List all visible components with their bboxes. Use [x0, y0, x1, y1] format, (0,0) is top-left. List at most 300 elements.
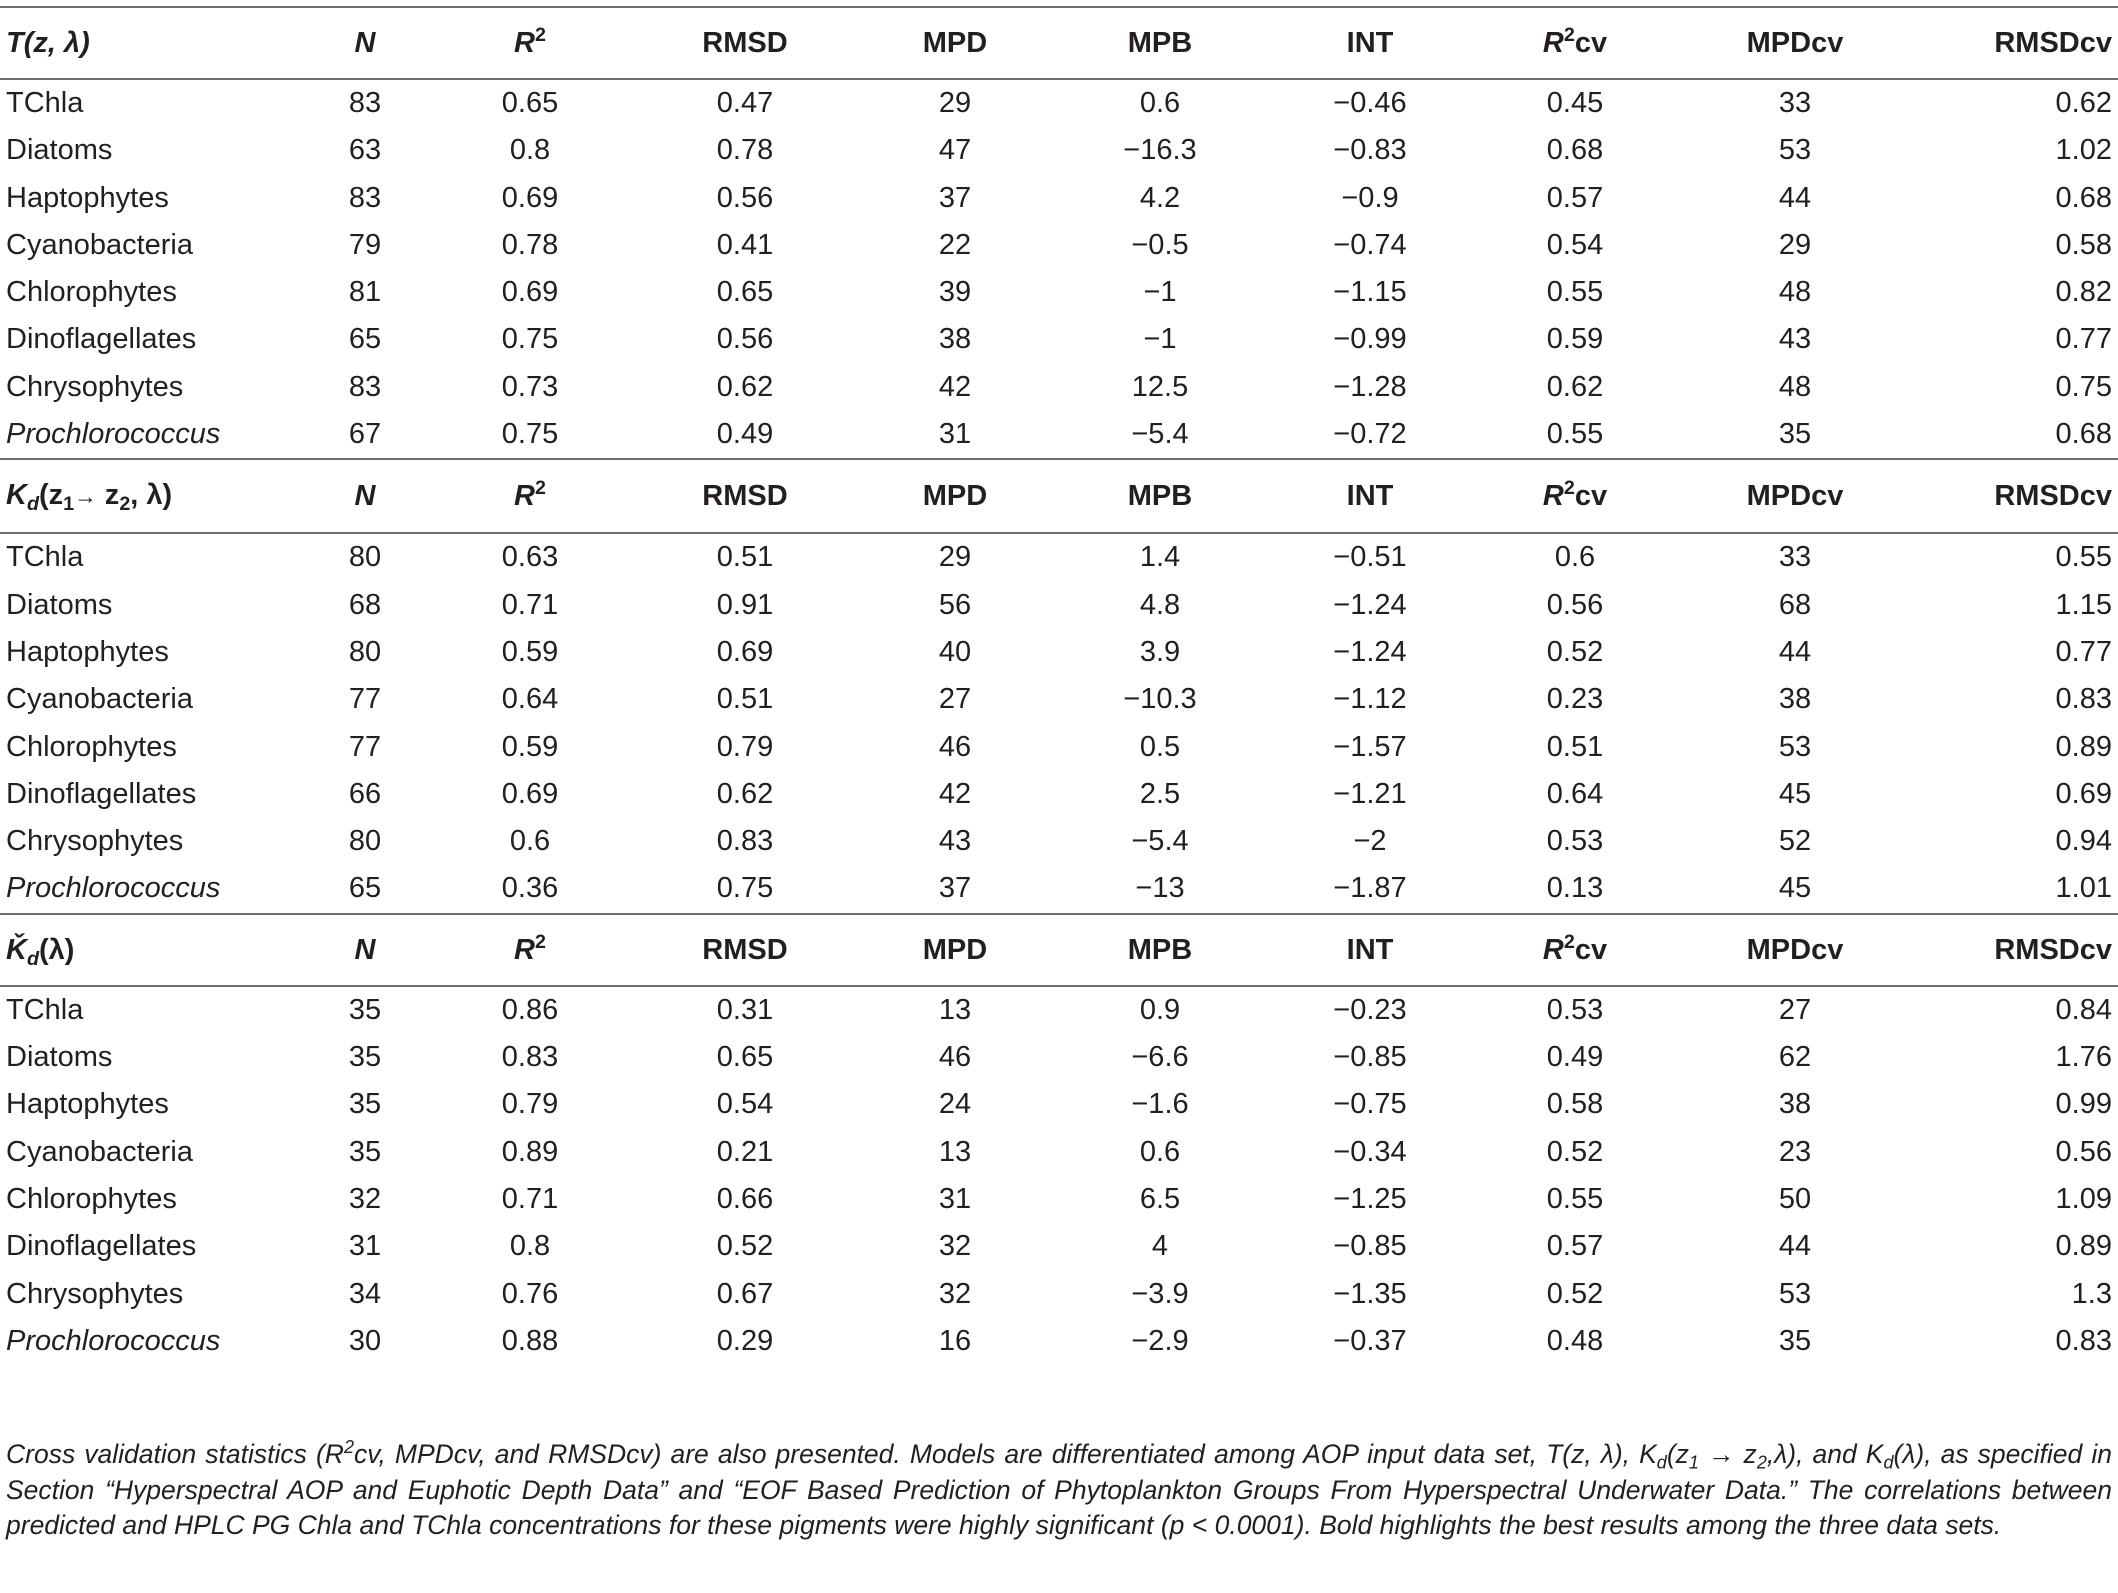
cell-R2cv: 0.55: [1546, 276, 1604, 309]
cell-R2: 0.83: [501, 1041, 559, 1074]
table-body: [0, 7, 2118, 1365]
cell-MPDcv: 62: [1778, 1041, 1812, 1074]
cell-R2cv: 0.52: [1546, 1135, 1604, 1168]
cell-RMSDcv: 0.75: [2055, 370, 2112, 403]
cell-RMSD: 0.29: [716, 1324, 774, 1357]
column-header-MPDcv: MPDcv: [1746, 27, 1844, 59]
row-label: Haptophytes: [6, 1088, 169, 1121]
cell-RMSDcv: 0.77: [2055, 323, 2112, 356]
cell-RMSD: 0.51: [716, 541, 774, 574]
table-row: [0, 533, 2118, 581]
cell-N: 83: [348, 181, 382, 214]
cell-MPB: 3.9: [1139, 635, 1181, 668]
column-header-MPD: MPD: [922, 480, 988, 513]
cell-N: 83: [348, 87, 382, 119]
cell-MPDcv: 44: [1778, 1230, 1812, 1263]
cell-N: 68: [348, 588, 382, 621]
cell-R2cv: 0.48: [1546, 1324, 1604, 1357]
table-row: [0, 1271, 2118, 1318]
row-label: TChla: [6, 993, 84, 1026]
cell-RMSDcv: 0.82: [2055, 276, 2112, 309]
cell-RMSDcv: 0.62: [2055, 87, 2112, 119]
cell-RMSD: 0.83: [716, 825, 774, 858]
cell-N: 77: [348, 730, 382, 763]
column-header-R2: $R^2$: [514, 477, 546, 513]
table-row: [0, 676, 2118, 723]
cell-MPDcv: 29: [1778, 228, 1812, 261]
cell-MPD: 42: [938, 777, 972, 810]
table-footnote: Cross validation statistics ($R^2cv$, MPDcv, and RMSDcv) are also presented. Models are differentiated among AOP input data set, T(z, λ), $K_d(z_1 \to z_2,\lambda)$, and $K_d(\lambda)$, as specified in Section “Hyperspectral AOP and Euphotic Depth Data” and “EOF Based Prediction of Phytoplankton Groups From Hyperspectral Underwater Data.” The correlations between predicted and HPLC PG Chla and TChla concentrations for these pigments were highly significant (p < 0.0001). Bold highlights the best results among the three data sets.: [6, 1437, 2112, 1540]
cell-RMSDcv: 0.83: [2055, 1324, 2112, 1357]
cell-RMSDcv: 0.56: [2055, 1135, 2112, 1168]
row-label: Diatoms: [6, 134, 113, 167]
cell-MPD: 38: [938, 323, 972, 356]
cell-MPD: 31: [938, 418, 972, 451]
cell-INT: −0.83: [1333, 134, 1407, 167]
cell-R2: 0.89: [501, 1135, 559, 1168]
cell-MPD: 24: [938, 1088, 972, 1121]
cell-MPDcv: 43: [1778, 323, 1812, 356]
cell-MPD: 27: [938, 683, 972, 716]
cell-R2: 0.76: [501, 1277, 559, 1310]
section-header-row: [0, 7, 2118, 79]
cell-R2: 0.69: [501, 276, 559, 309]
cell-MPB: −5.4: [1131, 825, 1189, 858]
cell-N: 80: [348, 635, 382, 668]
cell-RMSD: 0.75: [716, 872, 774, 905]
row-label: Prochlorococcus: [6, 418, 221, 451]
cell-MPDcv: 52: [1778, 825, 1812, 858]
cell-R2: 0.86: [501, 993, 559, 1026]
cell-R2: 0.6: [509, 825, 551, 858]
cell-RMSD: 0.62: [716, 777, 774, 810]
section-label: $K_d(z_1\to z_2$, λ): [6, 479, 173, 516]
column-header-INT: INT: [1346, 27, 1394, 59]
cell-MPD: 13: [938, 1135, 972, 1168]
cell-N: 65: [348, 872, 382, 905]
column-header-N: N: [354, 933, 376, 966]
cell-INT: −0.46: [1333, 87, 1407, 119]
cell-MPB: −16.3: [1123, 134, 1197, 167]
cell-MPB: 6.5: [1139, 1182, 1181, 1215]
cell-MPDcv: 53: [1778, 1277, 1812, 1310]
cell-N: 32: [348, 1182, 382, 1215]
cell-R2: 0.36: [501, 872, 559, 905]
column-header-R2: $R^2$: [514, 930, 546, 966]
section-header-row: [0, 459, 2118, 533]
column-header-RMSDcv: RMSDcv: [1994, 480, 2112, 513]
cell-N: 35: [348, 1041, 382, 1074]
cell-R2cv: 0.62: [1546, 370, 1604, 403]
row-label: Diatoms: [6, 588, 113, 621]
cell-MPB: 0.6: [1139, 1135, 1181, 1168]
statistics-table: [0, 6, 2118, 1365]
cell-R2cv: 0.53: [1546, 825, 1604, 858]
cell-MPD: 46: [938, 1041, 972, 1074]
cell-R2cv: 0.68: [1546, 134, 1604, 167]
column-header-MPDcv: MPDcv: [1746, 480, 1844, 513]
cell-MPB: 4.2: [1139, 181, 1181, 214]
cell-INT: −0.34: [1333, 1135, 1407, 1168]
row-label: Chrysophytes: [6, 825, 184, 858]
cell-MPD: 39: [938, 276, 972, 309]
cell-R2cv: 0.45: [1546, 87, 1604, 119]
cell-MPDcv: 53: [1778, 730, 1812, 763]
cell-RMSD: 0.65: [716, 276, 774, 309]
cell-RMSDcv: 0.68: [2055, 418, 2112, 451]
row-label: Chrysophytes: [6, 1277, 184, 1310]
cell-MPDcv: 45: [1778, 872, 1812, 905]
cell-MPDcv: 35: [1778, 1324, 1812, 1357]
cell-RMSD: 0.65: [716, 1041, 774, 1074]
cell-MPDcv: 35: [1778, 418, 1812, 451]
table-row: [0, 364, 2118, 411]
cell-R2cv: 0.58: [1546, 1088, 1604, 1121]
cell-INT: −0.72: [1333, 418, 1407, 451]
cell-MPB: −10.3: [1123, 683, 1197, 716]
cell-MPD: 22: [938, 228, 972, 261]
cell-N: 63: [348, 134, 382, 167]
table-row: [0, 986, 2118, 1034]
cell-R2cv: 0.53: [1546, 993, 1604, 1026]
cell-R2: 0.8: [509, 1230, 551, 1263]
cell-RMSD: 0.21: [716, 1135, 774, 1168]
table-row: [0, 771, 2118, 818]
cell-MPD: 37: [938, 181, 972, 214]
cell-RMSD: 0.47: [716, 87, 774, 119]
cell-INT: −2: [1353, 825, 1387, 858]
row-label: Dinoflagellates: [6, 1230, 197, 1263]
table-row: [0, 222, 2118, 269]
row-label: TChla: [6, 87, 84, 119]
cell-R2cv: 0.59: [1546, 323, 1604, 356]
cell-R2: 0.71: [501, 588, 559, 621]
cell-R2cv: 0.54: [1546, 228, 1604, 261]
cell-MPB: −1.6: [1131, 1088, 1189, 1121]
cell-N: 81: [348, 276, 382, 309]
section-label: $Ǩ_d(\lambda)$: [6, 933, 75, 970]
table-row: [0, 629, 2118, 676]
cell-MPDcv: 27: [1778, 993, 1812, 1026]
table-row: [0, 269, 2118, 316]
cell-N: 66: [348, 777, 382, 810]
column-header-MPB: MPB: [1127, 933, 1193, 966]
cell-MPB: −2.9: [1131, 1324, 1189, 1357]
cell-R2cv: 0.52: [1546, 1277, 1604, 1310]
cell-RMSD: 0.69: [716, 635, 774, 668]
cell-MPDcv: 44: [1778, 635, 1812, 668]
cell-INT: −0.74: [1333, 228, 1407, 261]
column-header-RMSD: RMSD: [702, 27, 788, 59]
cell-MPB: −0.5: [1131, 228, 1189, 261]
cell-RMSD: 0.56: [716, 323, 774, 356]
cell-R2cv: 0.49: [1546, 1041, 1604, 1074]
cell-MPD: 47: [938, 134, 972, 167]
cell-MPB: −3.9: [1131, 1277, 1189, 1310]
cell-R2: 0.88: [501, 1324, 559, 1357]
cell-RMSDcv: 1.09: [2055, 1182, 2112, 1215]
cell-RMSD: 0.79: [716, 730, 774, 763]
row-label: Diatoms: [6, 1041, 113, 1074]
table-row: [0, 1081, 2118, 1128]
cell-RMSDcv: 1.76: [2055, 1041, 2112, 1074]
cell-N: 67: [348, 418, 382, 451]
column-header-INT: INT: [1346, 480, 1394, 513]
cell-INT: −0.85: [1333, 1041, 1407, 1074]
cell-MPDcv: 68: [1778, 588, 1812, 621]
cell-RMSD: 0.52: [716, 1230, 774, 1263]
cell-RMSD: 0.78: [716, 134, 774, 167]
column-header-MPB: MPB: [1127, 480, 1193, 513]
table-row: [0, 582, 2118, 629]
table-row: [0, 175, 2118, 222]
cell-MPD: 43: [938, 825, 972, 858]
table-row: [0, 1176, 2118, 1223]
section-label: T(z, λ): [6, 27, 90, 59]
cell-N: 35: [348, 993, 382, 1026]
column-header-RMSDcv: RMSDcv: [1994, 27, 2112, 59]
cell-RMSDcv: 0.99: [2055, 1088, 2112, 1121]
cell-R2cv: 0.23: [1546, 683, 1604, 716]
cell-MPDcv: 23: [1778, 1135, 1812, 1168]
table-row: [0, 127, 2118, 174]
cell-RMSDcv: 0.55: [2055, 541, 2112, 574]
cell-RMSD: 0.62: [716, 370, 774, 403]
table-row: [0, 411, 2118, 459]
cell-MPDcv: 38: [1778, 1088, 1812, 1121]
row-label: Chlorophytes: [6, 1182, 177, 1215]
column-header-R2cv: $R^2cv$: [1542, 930, 1608, 966]
row-label: Prochlorococcus: [6, 1324, 221, 1357]
cell-RMSD: 0.66: [716, 1182, 774, 1215]
row-label: Chlorophytes: [6, 276, 177, 309]
row-label: Haptophytes: [6, 635, 169, 668]
cell-R2cv: 0.52: [1546, 635, 1604, 668]
cell-MPD: 29: [938, 541, 972, 574]
cell-MPDcv: 33: [1778, 541, 1812, 574]
cell-MPD: 42: [938, 370, 972, 403]
cell-N: 31: [348, 1230, 382, 1263]
cell-RMSD: 0.51: [716, 683, 774, 716]
cell-R2cv: 0.51: [1546, 730, 1604, 763]
cell-R2cv: 0.55: [1546, 1182, 1604, 1215]
cell-RMSDcv: 0.69: [2055, 777, 2112, 810]
cell-RMSDcv: 0.84: [2055, 993, 2112, 1026]
table-row: [0, 724, 2118, 771]
column-header-MPB: MPB: [1127, 27, 1193, 59]
cell-INT: −1.35: [1333, 1277, 1407, 1310]
cell-MPB: −1: [1143, 323, 1177, 356]
cell-MPB: 4.8: [1139, 588, 1181, 621]
column-header-R2: $R^2$: [514, 24, 546, 59]
cell-R2cv: 0.64: [1546, 777, 1604, 810]
cell-MPB: −6.6: [1131, 1041, 1189, 1074]
cell-R2cv: 0.55: [1546, 418, 1604, 451]
cell-INT: −0.75: [1333, 1088, 1407, 1121]
cell-INT: −1.24: [1333, 588, 1407, 621]
cell-INT: −1.28: [1333, 370, 1407, 403]
cell-INT: −0.37: [1333, 1324, 1407, 1357]
cell-INT: −0.9: [1341, 181, 1399, 214]
cell-MPDcv: 48: [1778, 370, 1812, 403]
cell-MPB: −1: [1143, 276, 1177, 309]
cell-RMSDcv: 0.77: [2055, 635, 2112, 668]
cell-MPDcv: 45: [1778, 777, 1812, 810]
table-row: [0, 1034, 2118, 1081]
cell-R2cv: 0.57: [1546, 181, 1604, 214]
cell-MPDcv: 38: [1778, 683, 1812, 716]
cell-MPD: 37: [938, 872, 972, 905]
cell-MPD: 13: [938, 993, 972, 1026]
cell-RMSD: 0.54: [716, 1088, 774, 1121]
cell-MPB: 2.5: [1139, 777, 1181, 810]
cell-MPDcv: 48: [1778, 276, 1812, 309]
row-label: Chlorophytes: [6, 730, 177, 763]
row-label: Cyanobacteria: [6, 228, 193, 261]
row-label: Dinoflagellates: [6, 777, 197, 810]
cell-RMSDcv: 0.89: [2055, 1230, 2112, 1263]
cell-MPDcv: 53: [1778, 134, 1812, 167]
cell-INT: −1.15: [1333, 276, 1407, 309]
row-label: Prochlorococcus: [6, 872, 221, 905]
cell-R2: 0.65: [501, 87, 559, 119]
cell-MPD: 32: [938, 1230, 972, 1263]
cell-RMSDcv: 0.89: [2055, 730, 2112, 763]
column-header-R2cv: $R^2cv$: [1542, 477, 1608, 513]
cell-MPB: 0.6: [1139, 87, 1181, 119]
cell-R2: 0.78: [501, 228, 559, 261]
cell-RMSD: 0.49: [716, 418, 774, 451]
cell-N: 35: [348, 1135, 382, 1168]
cell-R2cv: 0.56: [1546, 588, 1604, 621]
row-label: Haptophytes: [6, 181, 169, 214]
cell-N: 35: [348, 1088, 382, 1121]
cell-RMSD: 0.41: [716, 228, 774, 261]
row-label: Dinoflagellates: [6, 323, 197, 356]
cell-R2cv: 0.13: [1546, 872, 1604, 905]
cell-N: 80: [348, 825, 382, 858]
cell-MPD: 29: [938, 87, 972, 119]
cell-N: 83: [348, 370, 382, 403]
column-header-RMSDcv: RMSDcv: [1994, 933, 2112, 966]
cell-INT: −1.24: [1333, 635, 1407, 668]
cell-MPB: 12.5: [1131, 370, 1189, 403]
cell-MPB: −13: [1135, 872, 1185, 905]
cell-MPD: 31: [938, 1182, 972, 1215]
section-header-row: [0, 914, 2118, 986]
cell-MPB: 0.5: [1139, 730, 1181, 763]
cell-RMSDcv: 0.58: [2055, 228, 2112, 261]
cell-MPB: 0.9: [1139, 993, 1181, 1026]
cell-INT: −1.25: [1333, 1182, 1407, 1215]
cell-N: 77: [348, 683, 382, 716]
cell-INT: −0.51: [1333, 541, 1407, 574]
cell-RMSDcv: 0.94: [2055, 825, 2112, 858]
column-header-R2cv: $R^2cv$: [1542, 24, 1608, 59]
cell-R2cv: 0.57: [1546, 1230, 1604, 1263]
row-label: Chrysophytes: [6, 370, 184, 403]
row-label: TChla: [6, 541, 84, 574]
cell-R2: 0.79: [501, 1088, 559, 1121]
cell-R2: 0.75: [501, 418, 559, 451]
cell-R2: 0.69: [501, 181, 559, 214]
column-header-RMSD: RMSD: [702, 480, 788, 513]
column-header-MPD: MPD: [922, 27, 988, 59]
table-row: [0, 865, 2118, 913]
cell-RMSDcv: 1.3: [2071, 1277, 2112, 1310]
column-header-MPDcv: MPDcv: [1746, 933, 1844, 966]
table-row: [0, 818, 2118, 865]
column-header-INT: INT: [1346, 933, 1394, 966]
row-label: Cyanobacteria: [6, 683, 193, 716]
column-header-RMSD: RMSD: [702, 933, 788, 966]
row-label: Cyanobacteria: [6, 1135, 193, 1168]
cell-RMSDcv: 1.02: [2055, 134, 2112, 167]
cell-MPD: 32: [938, 1277, 972, 1310]
table-row: [0, 1223, 2118, 1270]
cell-R2: 0.59: [501, 635, 559, 668]
table-row: [0, 1129, 2118, 1176]
cell-MPB: 1.4: [1139, 541, 1181, 574]
cell-MPD: 40: [938, 635, 972, 668]
cell-N: 65: [348, 323, 382, 356]
column-header-MPD: MPD: [922, 933, 988, 966]
cell-RMSDcv: 0.83: [2055, 683, 2112, 716]
cell-R2: 0.69: [501, 777, 559, 810]
cell-RMSDcv: 0.68: [2055, 181, 2112, 214]
cell-INT: −1.21: [1333, 777, 1407, 810]
cell-N: 79: [348, 228, 382, 261]
cell-RMSD: 0.91: [716, 588, 774, 621]
cell-INT: −0.85: [1333, 1230, 1407, 1263]
cell-R2: 0.75: [501, 323, 559, 356]
column-header-N: N: [354, 27, 376, 59]
cell-RMSDcv: 1.15: [2055, 588, 2112, 621]
cell-RMSDcv: 1.01: [2055, 872, 2112, 905]
cell-MPD: 16: [938, 1324, 972, 1357]
cell-INT: −1.57: [1333, 730, 1407, 763]
cell-N: 30: [348, 1324, 382, 1357]
table-row: [0, 316, 2118, 363]
column-header-N: N: [354, 480, 376, 513]
cell-RMSD: 0.31: [716, 993, 774, 1026]
cell-MPDcv: 33: [1778, 87, 1812, 119]
cell-R2: 0.63: [501, 541, 559, 574]
cell-R2: 0.59: [501, 730, 559, 763]
cell-INT: −1.87: [1333, 872, 1407, 905]
cell-N: 34: [348, 1277, 382, 1310]
cell-RMSD: 0.56: [716, 181, 774, 214]
cell-R2: 0.8: [509, 134, 551, 167]
cell-MPDcv: 44: [1778, 181, 1812, 214]
cell-MPD: 46: [938, 730, 972, 763]
cell-R2: 0.73: [501, 370, 559, 403]
table-row: [0, 1318, 2118, 1365]
cell-MPB: 4: [1151, 1230, 1169, 1263]
cell-RMSD: 0.67: [716, 1277, 774, 1310]
cell-R2cv: 0.6: [1554, 541, 1596, 574]
cell-MPB: −5.4: [1131, 418, 1189, 451]
cell-R2: 0.71: [501, 1182, 559, 1215]
cell-INT: −0.23: [1333, 993, 1407, 1026]
cell-MPD: 56: [938, 588, 972, 621]
cell-MPDcv: 50: [1778, 1182, 1812, 1215]
cell-INT: −1.12: [1333, 683, 1407, 716]
cell-INT: −0.99: [1333, 323, 1407, 356]
cell-N: 80: [348, 541, 382, 574]
table-row: [0, 79, 2118, 127]
cell-R2: 0.64: [501, 683, 559, 716]
